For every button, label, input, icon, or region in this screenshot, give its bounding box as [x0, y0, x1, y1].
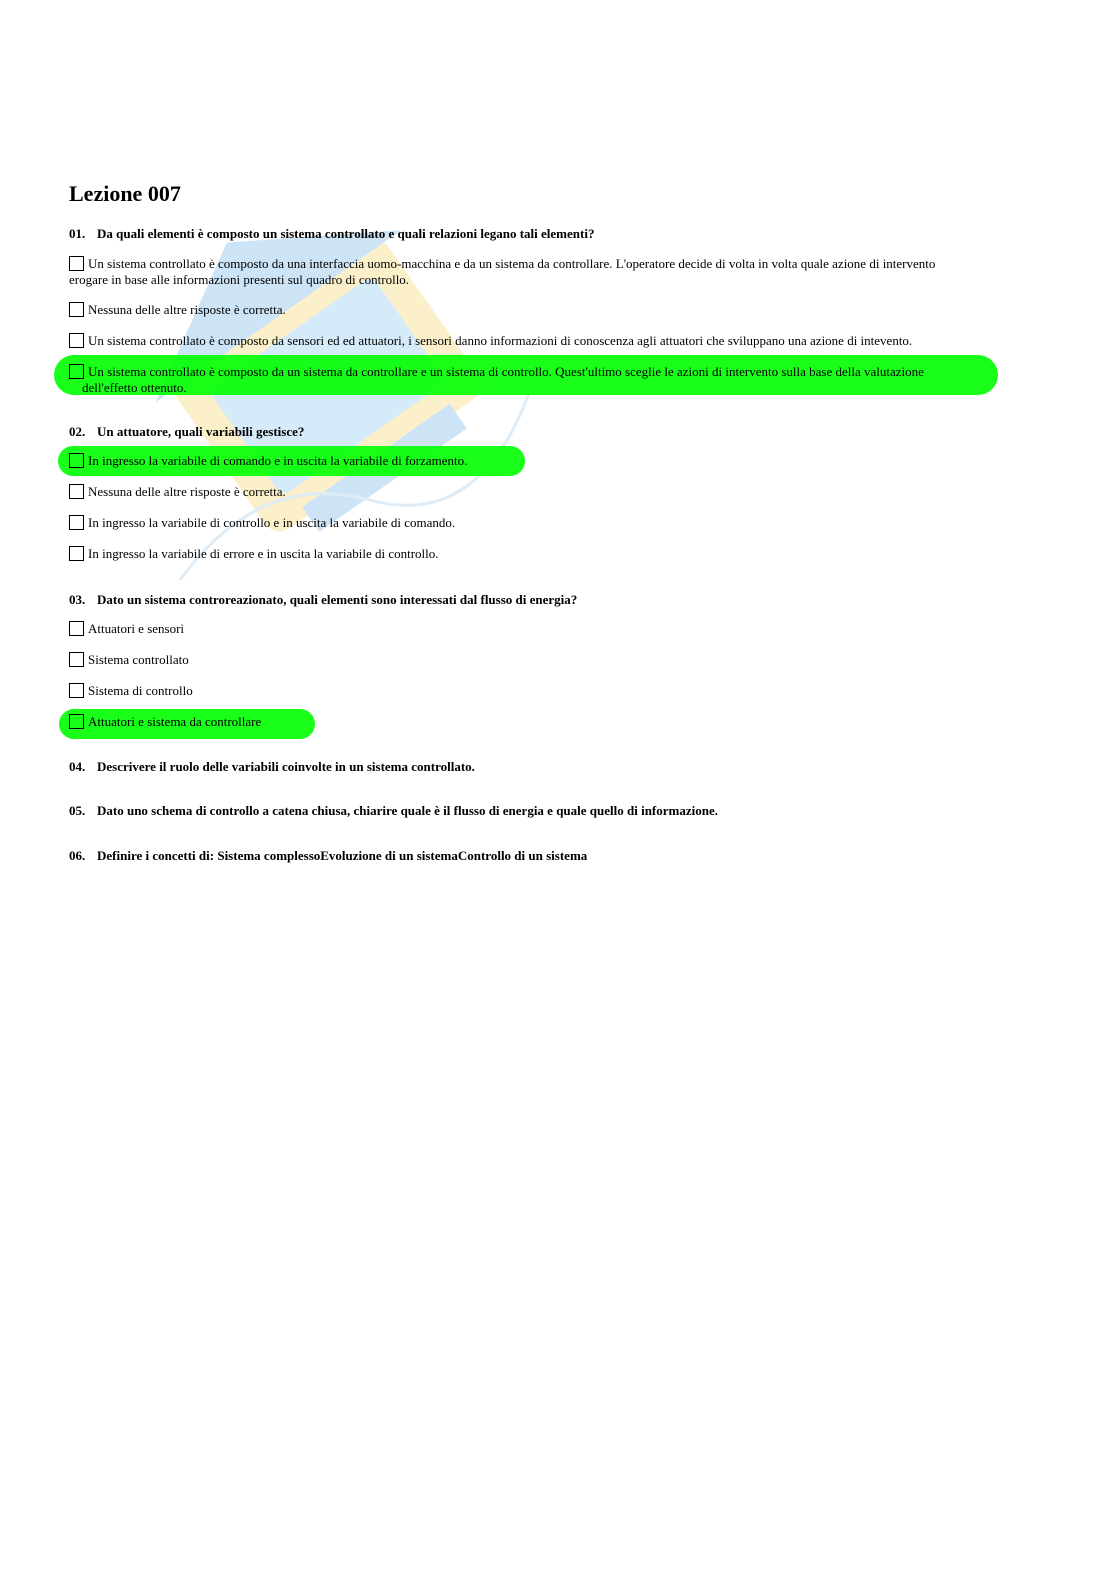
checkbox[interactable] — [69, 515, 84, 530]
answer-option-correct — [69, 453, 1009, 469]
option-text: Attuatori e sensori — [88, 621, 185, 636]
question-number: 04. — [69, 759, 86, 774]
checkbox[interactable] — [69, 364, 84, 379]
question-number: 06. — [69, 848, 86, 863]
option-text: Un sistema controllato è composto da una interfaccia uomo-macchina e da un sistema da controllare. L'operatore decide di volta in volta quale azione di intervento — [88, 256, 936, 271]
question-02 — [69, 424, 1029, 440]
answer-option-correct — [69, 714, 1009, 730]
question-01 — [69, 226, 1029, 242]
question-04 — [69, 759, 1029, 775]
option-text: In ingresso la variabile di errore e in uscita la variabile di controllo. — [88, 546, 439, 561]
question-03 — [69, 592, 1029, 608]
question-text: Da quali elementi è composto un sistema controllato e quali relazioni legano tali elementi? — [97, 226, 595, 241]
question-05 — [69, 803, 1029, 819]
option-text: Un sistema controllato è composto da un sistema da controllare e un sistema di controllo. Quest'ultimo sceglie le azioni di intervento sulla base della valutazione — [88, 364, 924, 379]
checkbox[interactable] — [69, 453, 84, 468]
question-text: Dato un sistema controreazionato, quali elementi sono interessati dal flusso di energia? — [97, 592, 578, 607]
answer-option — [69, 515, 1009, 531]
checkbox[interactable] — [69, 683, 84, 698]
answer-option — [69, 302, 1009, 318]
checkbox[interactable] — [69, 652, 84, 667]
checkbox[interactable] — [69, 484, 84, 499]
checkbox[interactable] — [69, 333, 84, 348]
answer-option — [69, 333, 1009, 349]
question-number: 01. — [69, 226, 86, 241]
question-number: 02. — [69, 424, 86, 439]
option-text: Nessuna delle altre risposte è corretta. — [88, 302, 286, 317]
option-text: Un sistema controllato è composto da sensori ed ed attuatori, i sensori danno informazioni di conoscenza agli attuatori che sviluppano una azione di intevento. — [88, 333, 913, 348]
answer-option — [69, 546, 1009, 562]
page-title: Lezione 007 — [69, 181, 181, 206]
question-text: Un attuatore, quali variabili gestisce? — [97, 424, 305, 439]
option-text: Sistema di controllo — [88, 683, 193, 698]
answer-option — [69, 683, 1009, 699]
answer-option-correct — [69, 364, 1009, 396]
option-text: Attuatori e sistema da controllare — [88, 714, 262, 729]
answer-option — [69, 652, 1009, 668]
question-text: Definire i concetti di: Sistema complessoEvoluzione di un sistemaControllo di un sistema — [97, 848, 588, 863]
checkbox[interactable] — [69, 546, 84, 561]
option-text: In ingresso la variabile di controllo e in uscita la variabile di comando. — [88, 515, 456, 530]
option-text: Nessuna delle altre risposte è corretta. — [88, 484, 286, 499]
option-text: In ingresso la variabile di comando e in uscita la variabile di forzamento. — [88, 453, 468, 468]
checkbox[interactable] — [69, 302, 84, 317]
checkbox[interactable] — [69, 714, 84, 729]
checkbox[interactable] — [69, 621, 84, 636]
checkbox[interactable] — [69, 256, 84, 271]
option-text: Sistema controllato — [88, 652, 189, 667]
option-text-continued: erogare in base alle informazioni presenti sul quadro di controllo. — [69, 272, 410, 287]
answer-option — [69, 484, 1009, 500]
question-text: Descrivere il ruolo delle variabili coinvolte in un sistema controllato. — [97, 759, 475, 774]
answer-option — [69, 621, 1009, 637]
option-text-continued: dell'effetto ottenuto. — [82, 380, 187, 395]
question-06 — [69, 848, 1029, 864]
question-text: Dato uno schema di controllo a catena chiusa, chiarire quale è il flusso di energia e quale quello di informazione. — [97, 803, 718, 818]
question-number: 03. — [69, 592, 86, 607]
answer-option — [69, 256, 1009, 288]
question-number: 05. — [69, 803, 86, 818]
